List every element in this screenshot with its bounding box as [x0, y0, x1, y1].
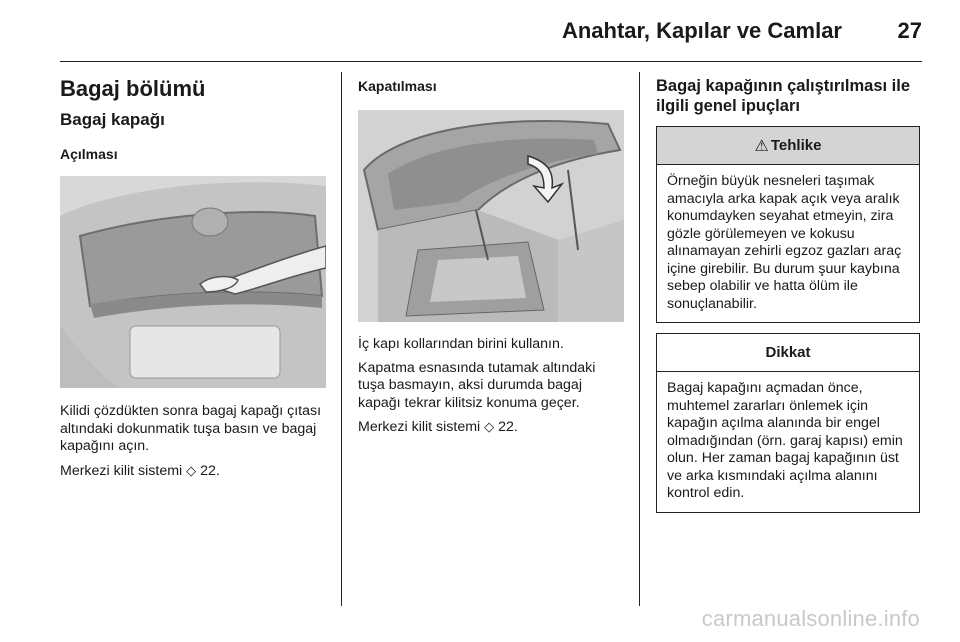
column-divider-1: [341, 72, 342, 606]
caution-box-header: [657, 334, 919, 372]
column-1: [60, 74, 326, 480]
page-header-title: Anahtar, Kapılar ve Camlar: [561, 18, 842, 43]
header-divider: [60, 61, 922, 62]
page-number: 27: [897, 18, 922, 43]
danger-box: [656, 126, 920, 323]
closing-instruction-2: Kapatma esnasında tutamak altındaki tuşa basmayın, aksi durumda bagaj kapağı tekrar kilitsiz konuma geçer.: [358, 359, 596, 411]
xref-page: 22.: [200, 462, 220, 479]
danger-box-header: [657, 127, 919, 165]
column-3: [656, 74, 920, 513]
closing-instruction-1: İç kapı kollarından birini kullanın.: [358, 336, 564, 352]
trunk-closing-drawing: [358, 110, 624, 322]
central-lock-reference: [60, 462, 326, 481]
danger-text: Örneğin büyük nesneleri taşımak amacıyla arka kapak açık veya aralık konumdayken seyahat etmeyin, zira gözle görülemeyen ve kokusu alınamayan zehirli egzoz gazları araç içine girebilir. Bu durum şuur kaybına sebep olabilir ve hatta ölüm ile sonuçlanabilir.: [667, 173, 902, 312]
watermark: carmanualsonline.info: [701, 606, 920, 631]
trunk-opening-illustration: [60, 176, 326, 388]
section-title: Bagaj bölümü: [60, 76, 206, 101]
opening-instructions: Kilidi çözdükten sonra bagaj kapağı çıtası altındaki dokunmatik tuşa basın ve bagaj kapağını açın.: [60, 403, 322, 454]
caution-text: Bagaj kapağını açmadan önce, muhtemel zararları önlemek için kapağın açılma alanında bir engel olmadığından (örn. garaj kapısı) emin olun. Her zaman bagaj kapağının üst ve arka kısmındaki açılma alanını kontrol edin.: [667, 380, 903, 501]
caution-box: [656, 333, 920, 513]
xref-label-2: Merkezi kilit sistemi: [358, 419, 481, 435]
xref-label: Merkezi kilit sistemi: [60, 462, 183, 479]
danger-label: Tehlike: [770, 137, 822, 154]
closing-heading: Kapatılması: [358, 78, 437, 94]
column-divider-2: [639, 72, 640, 606]
trunk-opening-drawing: [60, 176, 326, 388]
xref-arrow-icon: ◇: [484, 419, 495, 434]
central-lock-reference-2: [358, 418, 624, 437]
trunk-closing-illustration: [358, 110, 624, 322]
opening-heading: Açılması: [60, 146, 118, 162]
column-2: [358, 74, 624, 437]
warning-triangle-icon: ⚠: [754, 137, 769, 155]
xref-arrow-icon: ◇: [186, 462, 197, 478]
xref-page-2: 22.: [498, 419, 518, 435]
caution-label: Dikkat: [765, 344, 811, 361]
subsection-title: Bagaj kapağı: [60, 110, 165, 129]
tips-heading: Bagaj kapağının çalıştırılması ile ilgili genel ipuçları: [656, 77, 911, 115]
